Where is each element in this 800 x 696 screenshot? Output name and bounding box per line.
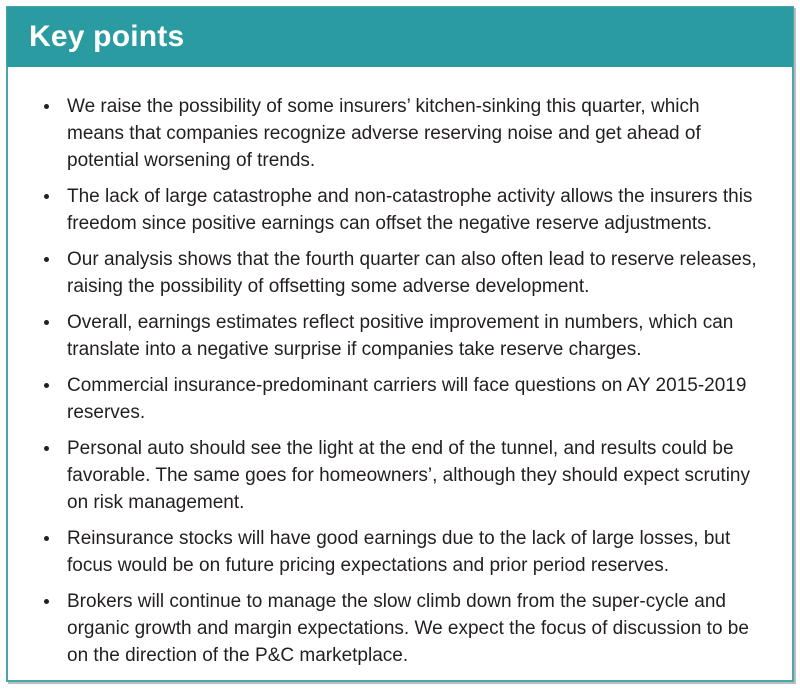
list-item bbox=[38, 246, 758, 300]
list-item bbox=[38, 588, 758, 669]
list-item bbox=[38, 372, 758, 426]
key-points-list bbox=[38, 93, 758, 669]
list-item bbox=[38, 93, 758, 174]
bullet-icon bbox=[44, 104, 49, 109]
list-item bbox=[38, 309, 758, 363]
panel-title: Key points bbox=[29, 20, 185, 53]
list-item-text: We raise the possibility of some insurers’ kitchen-sinking this quarter, which means that companies recognize adverse reserving noise and get ahead of potential worsening of trends. bbox=[67, 96, 701, 171]
bullet-icon bbox=[44, 320, 49, 325]
list-item-text: Brokers will continue to manage the slow climb down from the super-cycle and organic growth and margin expectations. We expect the focus of discussion to be on the direction of the P&C marketplace. bbox=[67, 591, 749, 666]
list-item-text: Our analysis shows that the fourth quarter can also often lead to reserve releases, raising the possibility of offsetting some adverse development. bbox=[67, 249, 757, 297]
list-item bbox=[38, 525, 758, 579]
list-item bbox=[38, 183, 758, 237]
list-item-text: Commercial insurance-predominant carriers will face questions on AY 2015-2019 reserves. bbox=[67, 375, 747, 423]
list-item-text: The lack of large catastrophe and non-catastrophe activity allows the insurers this freedom since positive earnings can offset the negative reserve adjustments. bbox=[67, 186, 753, 234]
key-points-panel bbox=[6, 6, 794, 682]
list-item bbox=[38, 435, 758, 516]
bullet-icon bbox=[44, 599, 49, 604]
list-item-text: Overall, earnings estimates reflect positive improvement in numbers, which can translate into a negative surprise if companies take reserve charges. bbox=[67, 312, 734, 360]
bullet-icon bbox=[44, 257, 49, 262]
list-item-text: Personal auto should see the light at the end of the tunnel, and results could be favorable. The same goes for homeowners’, although they should expect scrutiny on risk management. bbox=[67, 438, 750, 513]
panel-body bbox=[8, 67, 792, 696]
bullet-icon bbox=[44, 536, 49, 541]
bullet-icon bbox=[44, 446, 49, 451]
bullet-icon bbox=[44, 383, 49, 388]
bullet-icon bbox=[44, 194, 49, 199]
panel-header bbox=[7, 7, 793, 67]
list-item-text: Reinsurance stocks will have good earnings due to the lack of large losses, but focus would be on future pricing expectations and prior period reserves. bbox=[67, 528, 731, 576]
